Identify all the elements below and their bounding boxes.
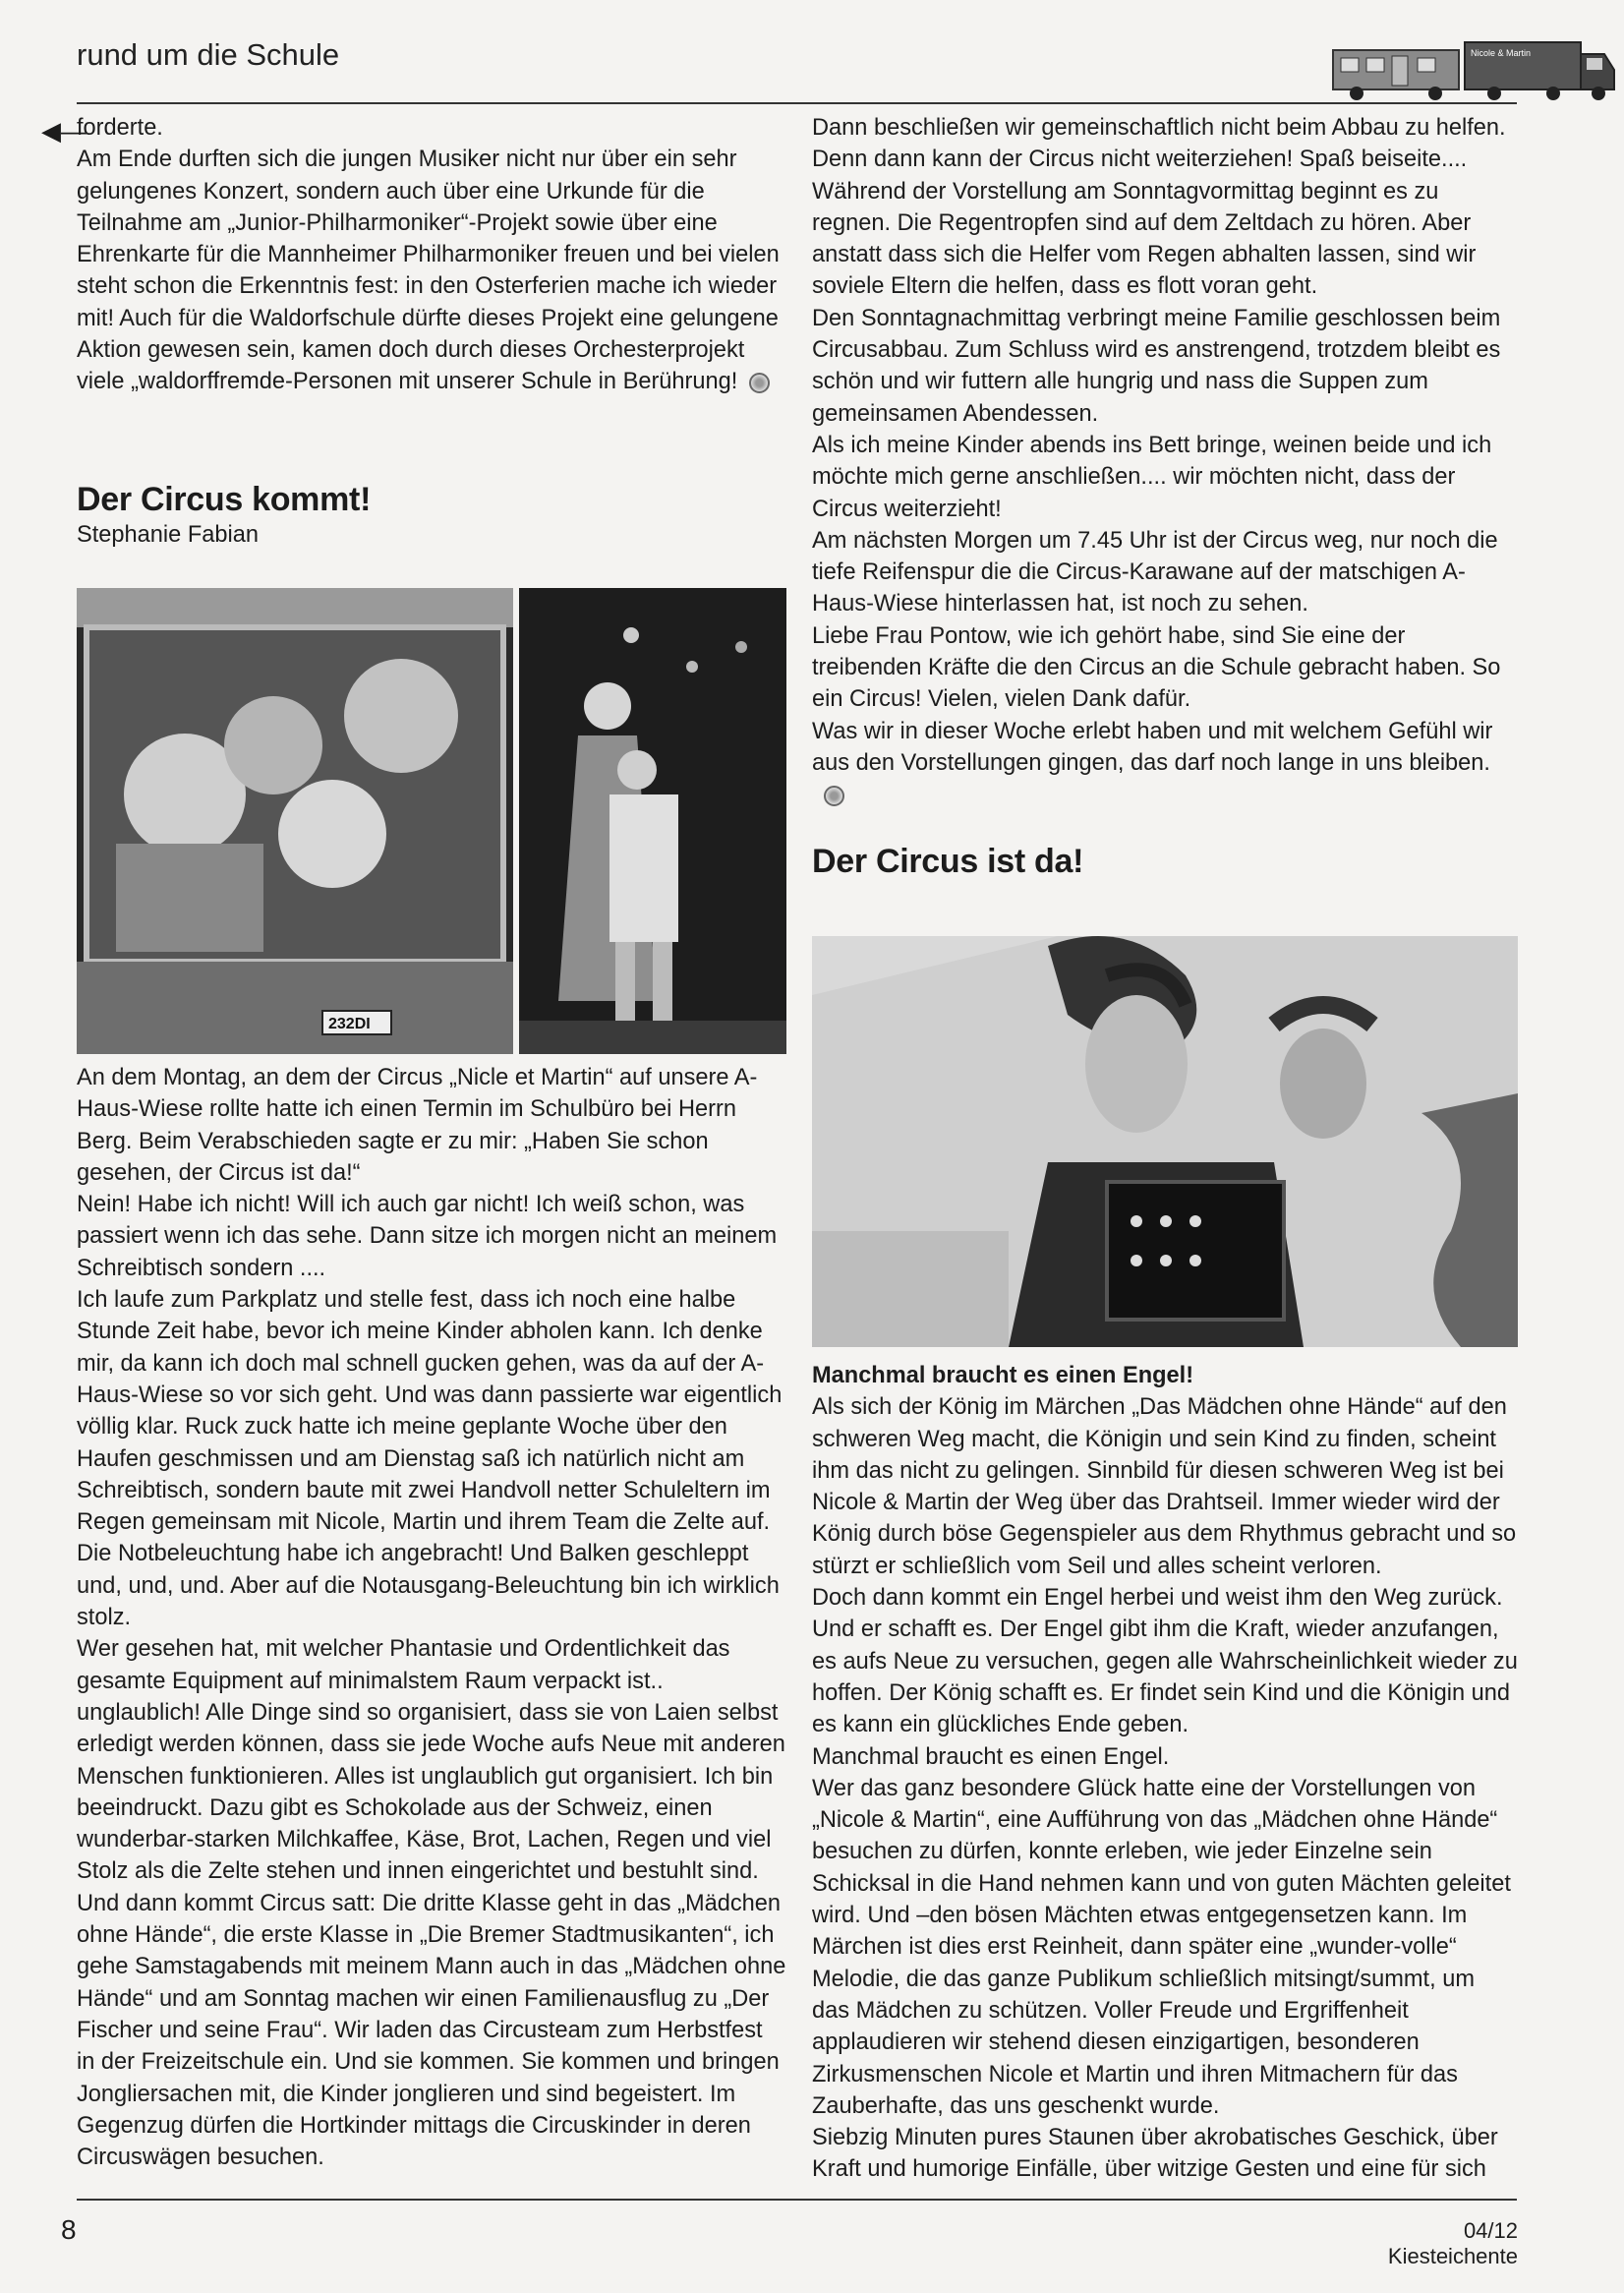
end-mark-icon: [749, 373, 770, 393]
article-header-right: [812, 842, 1518, 881]
license-plate-text: 232DI: [328, 1016, 371, 1032]
circus-truck-illustration: [1327, 34, 1622, 103]
header-rule: [77, 102, 1517, 104]
right-paragraph-6: Liebe Frau Pontow, wie ich gehört habe, sind Sie eine der treibenden Kräfte die den Circus an die Schule gebracht haben. So ein Circus! Vielen, vielen Dank dafür.: [812, 622, 1501, 713]
right-paragraph-1: Dann beschließen wir gemeinschaftlich nicht beim Abbau zu helfen. Denn dann kann der Circus nicht weiterziehen! Spaß beiseite....: [812, 115, 1506, 173]
issue-label: 04/12 Kiesteichente: [1387, 2218, 1518, 2268]
footer-rule: [77, 2199, 1517, 2201]
right-body-paragraph-4: Wer das ganz besondere Glück hatte eine der Vorstellungen von „Nicole & Martin“, eine Aufführung von das „Mädchen ohne Hände“ besuchen zu dürfen, konnte erleben, wie jeder Einzelne sein Schicksal in die Hand nehmen kann und von guten Mächten geleitet wird. Und –den bösen Mächten etwas entgegensetzen kann. Im Märchen ist dies erst Reinheit, dann später eine „wunder-volle“ Melodie, die das ganze Publikum schließlich mitsingt/summt, um das Mädchen zu schützen. Voller Freude und Ergriffenheit applaudieren wir stehend diesen einzigartigen, besonderen Zirkusmenschen Nicole et Martin und ihren Mitmachern für das Zauberhafte, das uns geschenkt wurde.: [812, 1775, 1511, 2119]
right-top: [812, 112, 1518, 811]
right-body-paragraph-2: Doch dann kommt ein Engel herbei und weist ihm den Weg zurück. Und er schafft es. Der Engel gibt ihm die Kraft, wieder anzufangen, es aufs Neue zu versuchen, gegen alle Wahrscheinlichkeit wieder zu hoffen. Der König schafft es. Er findet sein Kind und die Königin und es kann ein glückliches Ende geben.: [812, 1585, 1518, 1738]
right-paragraph-5: Am nächsten Morgen um 7.45 Uhr ist der Circus weg, nur noch die tiefe Reifenspur die die Circus-Karawane auf der matschigen A-Haus-Wiese hinterlassen hat, ist noch zu sehen.: [812, 527, 1498, 617]
juggler-photo: [519, 588, 786, 1054]
section-title: rund um die Schule: [77, 37, 340, 72]
body-paragraph-5: Und dann kommt Circus satt: Die dritte Klasse geht in das „Mädchen ohne Hände“, die erste Klasse in „Die Bremer Stadtmusikanten“, ich gehe Samstagabends mit meinem Mann auch in das „Mädchen ohne Hände“ und am Sonntag machen wir einen Familienausflug zu „Der Fischer und seine Frau“. Wir laden das Circusteam zum Herbstfest in der Freizeitschule ein. Und sie kommen. Sie kommen und bringen Jongliersachen mit, die Kinder jonglieren und sind begeistert. Im Gegenzug dürfen die Hortkinder mittags die Circuskinder in deren Circuswägen besuchen.: [77, 1890, 786, 2171]
left-intro: [77, 112, 786, 398]
end-mark-icon: [824, 786, 844, 806]
body-paragraph-4: Wer gesehen hat, mit welcher Phantasie und Ordentlichkeit das gesamte Equipment auf minimalstem Raum verpackt ist.. unglaublich! Alle Dinge sind so organisiert, dass sie von Laien selbst erledigt werden können, dass sie jede Woche aufs Neue mit anderen Menschen funktionieren. Alles ist unglaublich gut organisiert. Ich bin beeindruckt. Dazu gibt es Schokolade aus der Schweiz, einen wunderbar-starken Milchkaffee, Käse, Brot, Lachen, Regen und viel Stolz als die Zelte stehen und innen eingerichtet und bestuhlt sind.: [77, 1636, 785, 1885]
body-paragraph-1: An dem Montag, an dem der Circus „Nicle et Martin“ auf unsere A-Haus-Wiese rollte hatte ich einen Termin im Schulbüro bei Herrn Berg. Beim Verabschieden sagte er zu mir: „Haben Sie schon gesehen, der Circus ist da!“: [77, 1065, 758, 1186]
right-body-paragraph-5: Siebzig Minuten pures Staunen über akrobatisches Geschick, über Kraft und humorige Einfälle, über witzige Gesten und eine für sich: [812, 2125, 1498, 2183]
right-paragraph-3: Den Sonntagnachmittag verbringt meine Familie geschlossen beim Circusabbau. Zum Schluss wird es anstrengend, trotzdem bleibt es schön und wir futtern alle hungrig und nass die Suppen zum gemeinsamen Abendessen.: [812, 305, 1501, 427]
right-body-paragraph-3: Manchmal braucht es einen Engel.: [812, 1743, 1170, 1770]
article-header-left: [77, 480, 786, 551]
right-body: [812, 1360, 1518, 2186]
intro-paragraph-2: Am Ende durften sich die jungen Musiker nicht nur über ein sehr gelungenes Konzert, sondern auch über eine Urkunde für die Teilnahme am „Junior-Philharmoniker“-Projekt sowie über eine Ehrenkarte für die Mannheimer Philharmoniker freuen und bei vielen steht schon die Erkenntnis fest: in den Osterferien mache ich wieder mit! Auch für die Waldorfschule dürfte dieses Projekt eine gelungene Aktion gewesen sein, kamen doch durch dieses Orchesterprojekt viele „waldorffremde-Personen mit unserer Schule in Berührung!: [77, 147, 780, 395]
right-paragraph-2: Während der Vorstellung am Sonntagvormittag beginnt es zu regnen. Die Regentropfen sind auf dem Zeltdach zu hören. Aber anstatt dass sich die Helfer vom Regen abhalten lassen, sind wir soviele Eltern die helfen, dass es flott voran geht.: [812, 178, 1477, 300]
body-paragraph-3: Ich laufe zum Parkplatz und stelle fest, dass ich noch eine halbe Stunde Zeit habe, bevor ich meine Kinder abholen kann. Ich denke mir, da kann ich doch mal schnell gucken gehen, was da auf der A-Haus-Wiese so vor sich geht. Und was dann passierte war eigentlich völlig klar. Ruck zuck hatte ich meine geplante Woche über den Haufen geschmissen und am Dienstag saß ich natürlich nicht am Schreibtisch, sondern baute mit zwei Handvoll netter Schuleltern im Regen gemeinsam mit Nicole, Martin und ihrem Team die Zelte auf. Die Notbeleuchtung habe ich angebracht! Und Balken geschleppt und, und, und. Aber auf die Notausgang-Beleuchtung bin ich wirklich stolz.: [77, 1287, 783, 1631]
right-paragraph-7: Was wir in dieser Woche erlebt haben und mit welchem Gefühl wir aus den Vorstellungen gingen, das darf noch lange in uns bleiben.: [812, 716, 1518, 811]
article-title: Der Circus kommt!: [77, 481, 372, 518]
continuation-arrow-icon: ◀—: [41, 116, 87, 146]
left-body: [77, 1062, 786, 2173]
truck-sign-text: Nicole & Martin: [1471, 48, 1532, 58]
caption-title: Manchmal braucht es einen Engel!: [812, 1363, 1194, 1388]
intro-paragraph-1: forderte.: [77, 115, 163, 141]
right-body-paragraph-1: Als sich der König im Märchen „Das Mädchen ohne Hände“ auf den schweren Weg macht, die Königin und sein Kind zu finden, scheint ihm das nicht zu gelingen. Sinnbild für diesen schweren Weg ist bei Nicole & Martin der Weg über das Drahtseil. Immer wieder wird der König durch böse Gegenspieler aus dem Rhythmus gebracht und so stürzt er schließlich vom Seil und alles scheint verloren.: [812, 1394, 1517, 1579]
page-number: 8: [61, 2214, 77, 2245]
accordion-player-photo: [812, 936, 1518, 1347]
article-author: Stephanie Fabian: [77, 522, 259, 548]
family-in-truck-photo: [77, 588, 513, 1054]
article-title-2: Der Circus ist da!: [812, 843, 1084, 880]
right-paragraph-4: Als ich meine Kinder abends ins Bett bringe, weinen beide und ich möchte mich gerne anschließen.... wir möchten nicht, dass der Circus weiterzieht!: [812, 432, 1492, 522]
body-paragraph-2: Nein! Habe ich nicht! Will ich auch gar nicht! Ich weiß schon, was passiert wenn ich das sehe. Dann sitze ich morgen nicht an meinem Schreibtisch sondern ....: [77, 1192, 778, 1281]
